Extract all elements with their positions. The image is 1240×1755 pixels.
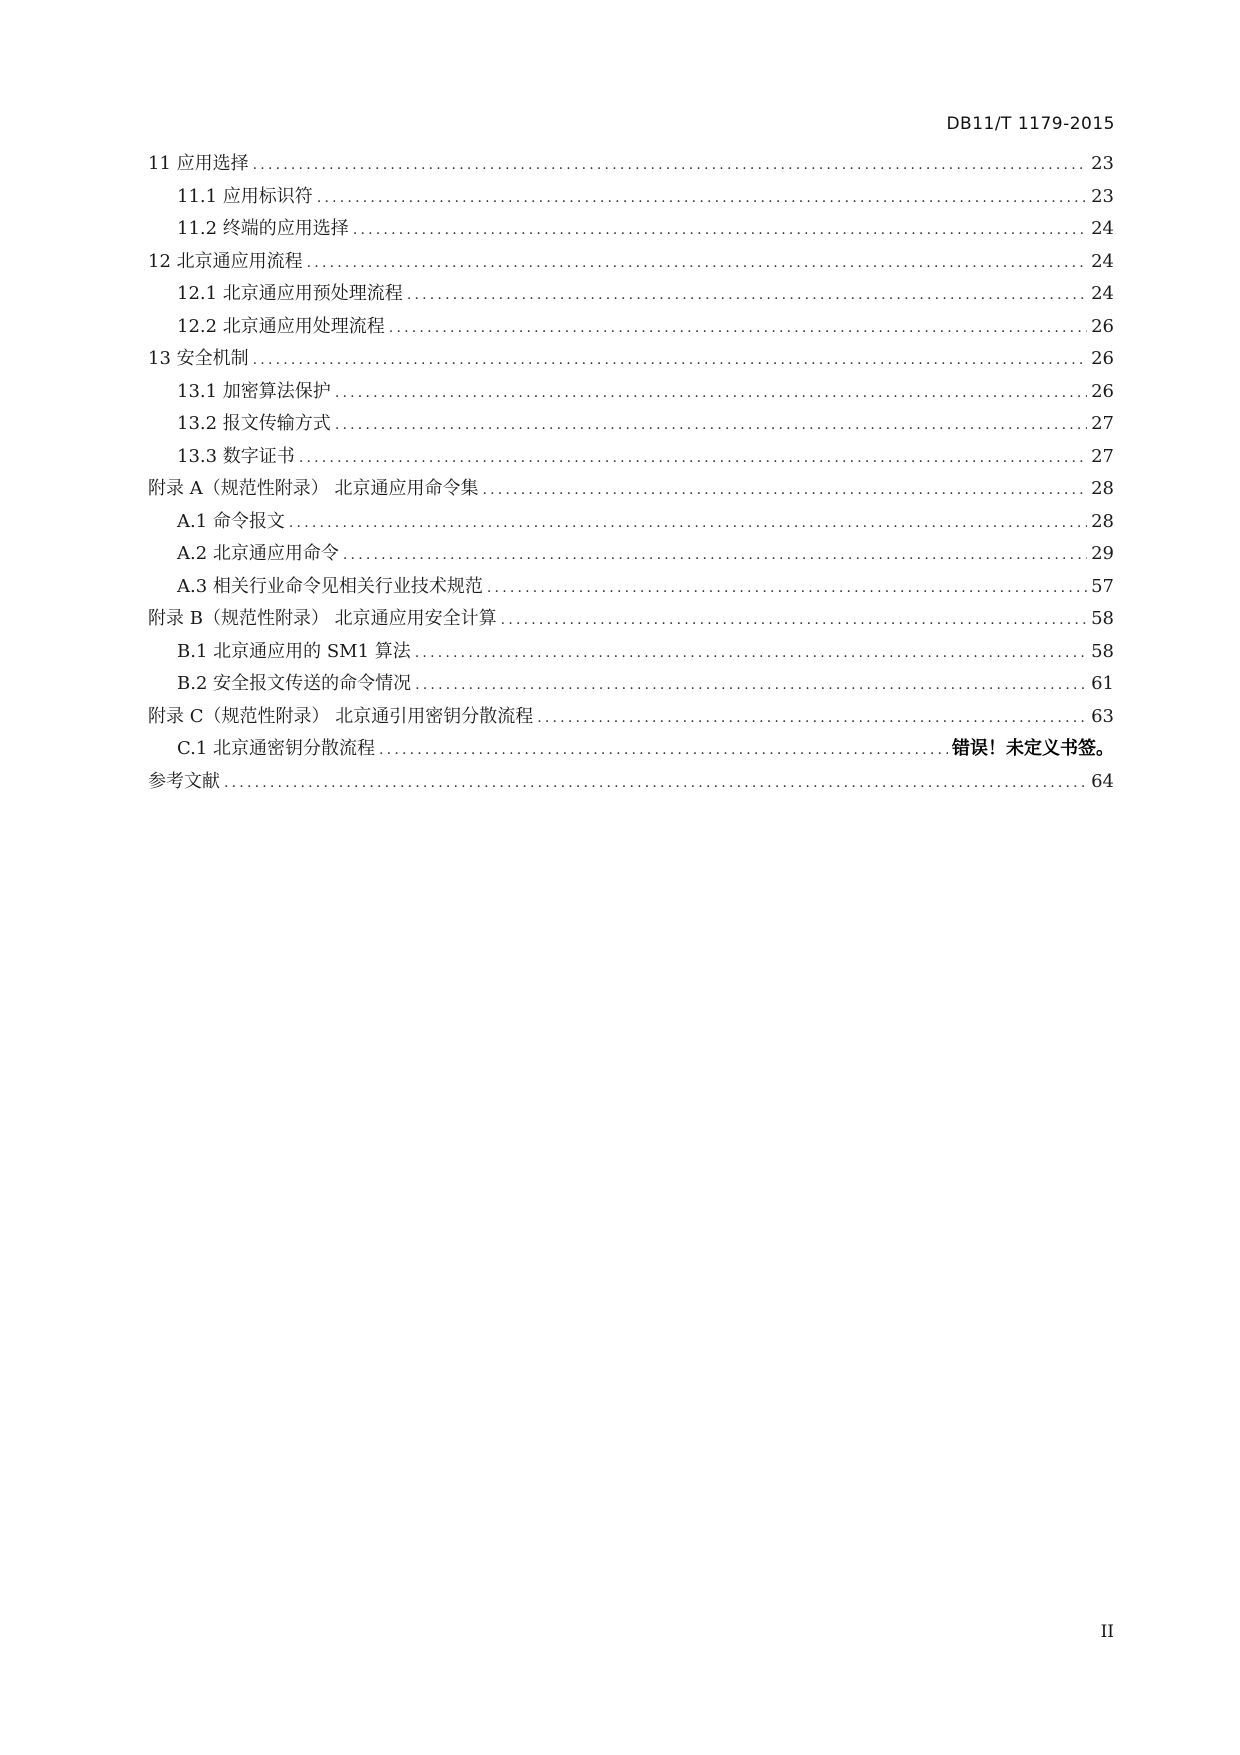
toc-entry[interactable]	[148, 668, 1114, 701]
toc-entry-page-number: 26	[1091, 380, 1114, 402]
toc-entry[interactable]	[148, 376, 1114, 409]
toc-entry[interactable]	[148, 603, 1114, 636]
toc-entry-label: 参考文献	[148, 770, 220, 792]
toc-entry[interactable]	[148, 441, 1114, 474]
toc-dot-leader	[317, 182, 1087, 215]
toc-dot-leader	[335, 409, 1087, 442]
toc-entry[interactable]	[148, 571, 1114, 604]
toc-entry-page-number: 24	[1091, 218, 1114, 239]
toc-entry-label: 附录 C（规范性附录） 北京通引用密钥分散流程	[148, 705, 534, 727]
toc-entry-page-number: 63	[1091, 705, 1114, 727]
toc-dot-leader	[253, 149, 1087, 182]
toc-dot-leader	[415, 637, 1087, 670]
document-code: DB11/T 1179-2015	[946, 114, 1115, 134]
toc-entry-page-number: 23	[1091, 185, 1114, 207]
toc-entry-label: A.3 相关行业命令见相关行业技术规范	[177, 575, 483, 597]
toc-entry[interactable]	[148, 636, 1114, 669]
toc-entry-label: C.1 北京通密钥分散流程	[177, 738, 376, 759]
toc-entry-page-number: 23	[1091, 153, 1114, 174]
toc-entry-page-number: 27	[1091, 445, 1114, 467]
toc-entry-page-number: 24	[1091, 283, 1114, 304]
toc-dot-leader	[501, 604, 1087, 637]
table-of-contents	[148, 148, 1114, 798]
toc-entry[interactable]	[148, 311, 1114, 344]
toc-entry[interactable]	[148, 766, 1114, 799]
toc-entry-label: A.1 命令报文	[177, 510, 285, 532]
toc-dot-leader	[343, 539, 1087, 572]
toc-entry-page-number: 58	[1091, 608, 1114, 629]
toc-entry-label: 附录 A（规范性附录） 北京通应用命令集	[148, 478, 479, 499]
toc-dot-leader	[379, 734, 948, 767]
toc-entry[interactable]	[148, 733, 1114, 766]
toc-dot-leader	[299, 442, 1087, 475]
toc-dot-leader	[335, 377, 1087, 410]
toc-dot-leader	[224, 767, 1087, 800]
toc-dot-leader	[353, 214, 1087, 247]
toc-dot-leader	[415, 669, 1087, 702]
toc-entry[interactable]	[148, 408, 1114, 441]
toc-entry-page-number: 27	[1091, 413, 1114, 434]
toc-entry[interactable]	[148, 213, 1114, 246]
toc-entry-page-number: 26	[1091, 315, 1114, 337]
toc-entry[interactable]	[148, 473, 1114, 506]
toc-entry-label: 附录 B（规范性附录） 北京通应用安全计算	[148, 608, 497, 629]
toc-entry-page-number: 28	[1091, 510, 1114, 532]
toc-entry-page-number: 24	[1091, 250, 1114, 272]
toc-entry-label: 11 应用选择	[148, 153, 249, 174]
toc-entry-page-number: 58	[1091, 640, 1114, 662]
toc-entry-page-number: 57	[1091, 575, 1114, 597]
toc-entry[interactable]	[148, 701, 1114, 734]
toc-entry[interactable]	[148, 506, 1114, 539]
toc-dot-leader	[307, 247, 1087, 280]
toc-entry[interactable]	[148, 181, 1114, 214]
toc-entry-label: A.2 北京通应用命令	[177, 543, 339, 564]
toc-dot-leader	[289, 507, 1087, 540]
toc-entry-label: B.1 北京通应用的 SM1 算法	[177, 640, 411, 662]
toc-entry-label: B.2 安全报文传送的命令情况	[177, 673, 412, 694]
toc-entry-label: 13.2 报文传输方式	[177, 413, 331, 434]
toc-entry[interactable]	[148, 343, 1114, 376]
toc-entry-page-number: 26	[1091, 348, 1114, 369]
toc-entry-page-number: 29	[1091, 543, 1114, 564]
toc-entry-label: 12 北京通应用流程	[148, 250, 303, 272]
toc-dot-leader	[407, 279, 1087, 312]
toc-dot-leader	[537, 702, 1087, 735]
toc-dot-leader	[482, 474, 1087, 507]
toc-entry-page-number: 28	[1091, 478, 1114, 499]
toc-entry-label: 12.2 北京通应用处理流程	[177, 315, 385, 337]
toc-dot-leader	[487, 572, 1087, 605]
toc-entry-page-number: 64	[1091, 770, 1114, 792]
page-number: II	[1100, 1622, 1114, 1642]
toc-entry-label: 12.1 北京通应用预处理流程	[177, 283, 403, 304]
toc-entry-label: 11.2 终端的应用选择	[177, 218, 349, 239]
toc-entry[interactable]	[148, 278, 1114, 311]
toc-entry[interactable]	[148, 538, 1114, 571]
toc-entry-label: 11.1 应用标识符	[177, 185, 313, 207]
toc-entry-page-number: 61	[1091, 673, 1114, 694]
toc-entry-error-message: 错误！未定义书签。	[952, 738, 1114, 759]
toc-entry[interactable]	[148, 246, 1114, 279]
toc-dot-leader	[389, 312, 1087, 345]
toc-dot-leader	[253, 344, 1087, 377]
toc-entry-label: 13 安全机制	[148, 348, 249, 369]
toc-entry[interactable]	[148, 148, 1114, 181]
toc-entry-label: 13.3 数字证书	[177, 445, 295, 467]
toc-entry-label: 13.1 加密算法保护	[177, 380, 331, 402]
